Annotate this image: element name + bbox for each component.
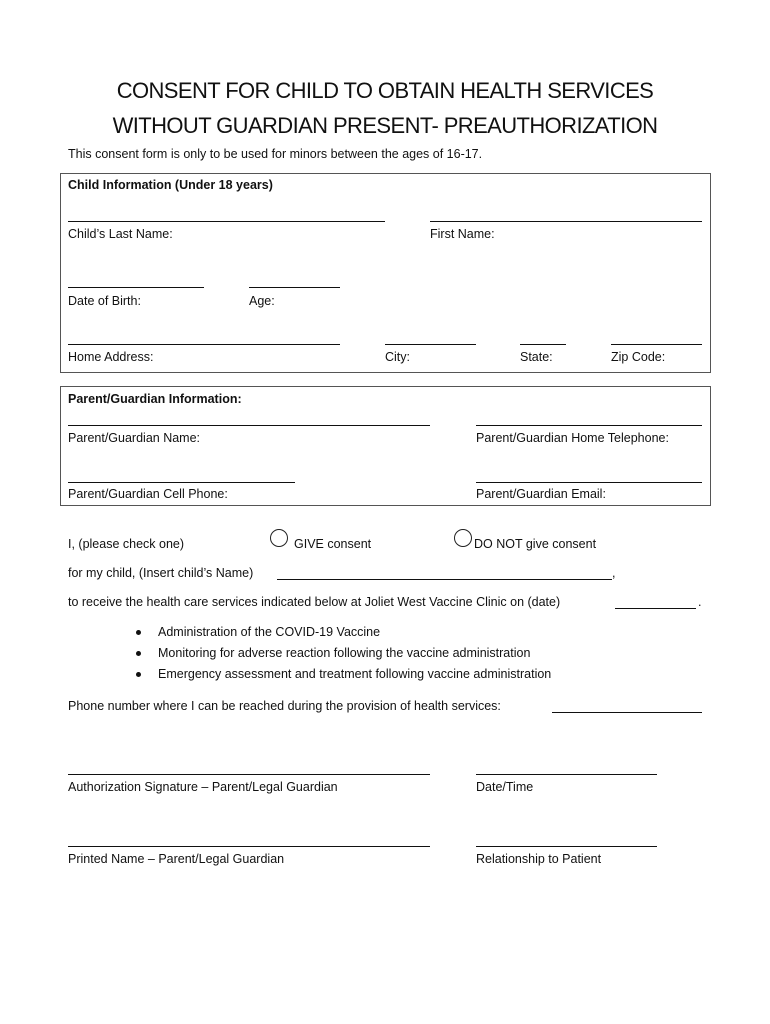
relationship-line [476, 846, 657, 847]
relationship-input[interactable] [477, 829, 655, 845]
date-time-line [476, 774, 657, 775]
guardian-info-heading: Parent/Guardian Information: [68, 392, 242, 406]
guardian-cell-phone-line [68, 482, 295, 483]
date-time-input[interactable] [477, 757, 655, 773]
dob-label: Date of Birth: [68, 294, 141, 308]
child-last-name-label: Child’s Last Name: [68, 227, 173, 241]
home-address-input[interactable] [69, 327, 338, 343]
guardian-cell-phone-label: Parent/Guardian Cell Phone: [68, 487, 228, 501]
clinic-date-input[interactable] [616, 593, 694, 609]
printed-name-label: Printed Name – Parent/Legal Guardian [68, 852, 285, 866]
child-last-name-line [68, 221, 385, 222]
service-item-3: Emergency assessment and treatment following vaccine administration [158, 667, 552, 681]
home-address-label: Home Address: [68, 350, 154, 364]
guardian-email-label: Parent/Guardian Email: [476, 487, 606, 501]
clinic-date-line [615, 608, 696, 609]
child-name-input[interactable] [278, 564, 610, 580]
state-input[interactable] [521, 327, 564, 343]
city-line [385, 344, 476, 345]
bullet-icon [136, 651, 141, 656]
zip-label: Zip Code: [611, 350, 666, 364]
not-give-consent-radio[interactable] [454, 529, 472, 547]
date-time-label: Date/Time [476, 780, 534, 794]
check-one-prompt: I, (please check one) [68, 537, 185, 551]
zip-input[interactable] [612, 327, 700, 343]
state-label: State: [520, 350, 553, 364]
dob-line [68, 287, 204, 288]
age-label: Age: [249, 294, 275, 308]
guardian-name-line [68, 425, 430, 426]
guardian-cell-phone-input[interactable] [69, 465, 293, 481]
bullet-icon [136, 672, 141, 677]
service-item-1: Administration of the COVID-19 Vaccine [158, 625, 381, 639]
services-period: . [698, 595, 702, 609]
printed-name-input[interactable] [69, 829, 428, 845]
relationship-label: Relationship to Patient [476, 852, 602, 866]
form-title-line-2: WITHOUT GUARDIAN PRESENT- PREAUTHORIZATION [112, 113, 658, 138]
guardian-email-input[interactable] [477, 465, 700, 481]
home-address-line [68, 344, 340, 345]
give-consent-radio[interactable] [270, 529, 288, 547]
city-input[interactable] [386, 327, 474, 343]
service-item-2: Monitoring for adverse reaction following the vaccine administration [158, 646, 531, 660]
city-label: City: [385, 350, 410, 364]
child-last-name-input[interactable] [69, 204, 383, 220]
contact-phone-input[interactable] [553, 697, 699, 713]
not-give-consent-label: DO NOT give consent [474, 537, 597, 551]
guardian-home-phone-label: Parent/Guardian Home Telephone: [476, 431, 669, 445]
child-name-line [277, 579, 612, 580]
intro-text: This consent form is only to be used for minors between the ages of 16-17. [68, 147, 483, 161]
services-text: to receive the health care services indicated below at Joliet West Vaccine Clinic on (date) [68, 595, 561, 609]
child-first-name-input[interactable] [431, 204, 699, 220]
child-name-prompt: for my child, (Insert child’s Name) [68, 566, 254, 580]
printed-name-line [68, 846, 430, 847]
authorization-signature-label: Authorization Signature – Parent/Legal Guardian [68, 780, 338, 794]
form-title-line-1: CONSENT FOR CHILD TO OBTAIN HEALTH SERVICES [116, 78, 654, 103]
child-first-name-label: First Name: [430, 227, 495, 241]
give-consent-label: GIVE consent [294, 537, 372, 551]
contact-phone-line [552, 712, 702, 713]
guardian-name-input[interactable] [69, 408, 428, 424]
bullet-icon [136, 630, 141, 635]
guardian-email-line [476, 482, 702, 483]
child-info-heading: Child Information (Under 18 years) [68, 178, 273, 192]
child-name-comma: , [612, 566, 616, 580]
age-line [249, 287, 340, 288]
guardian-home-phone-input[interactable] [477, 408, 700, 424]
zip-line [611, 344, 702, 345]
state-line [520, 344, 566, 345]
age-input[interactable] [250, 270, 338, 286]
guardian-name-label: Parent/Guardian Name: [68, 431, 201, 445]
authorization-signature-line [68, 774, 430, 775]
child-first-name-line [430, 221, 702, 222]
contact-phone-prompt: Phone number where I can be reached during the provision of health services: [68, 699, 501, 713]
guardian-home-phone-line [476, 425, 702, 426]
dob-input[interactable] [69, 270, 202, 286]
authorization-signature-input[interactable] [69, 757, 428, 773]
